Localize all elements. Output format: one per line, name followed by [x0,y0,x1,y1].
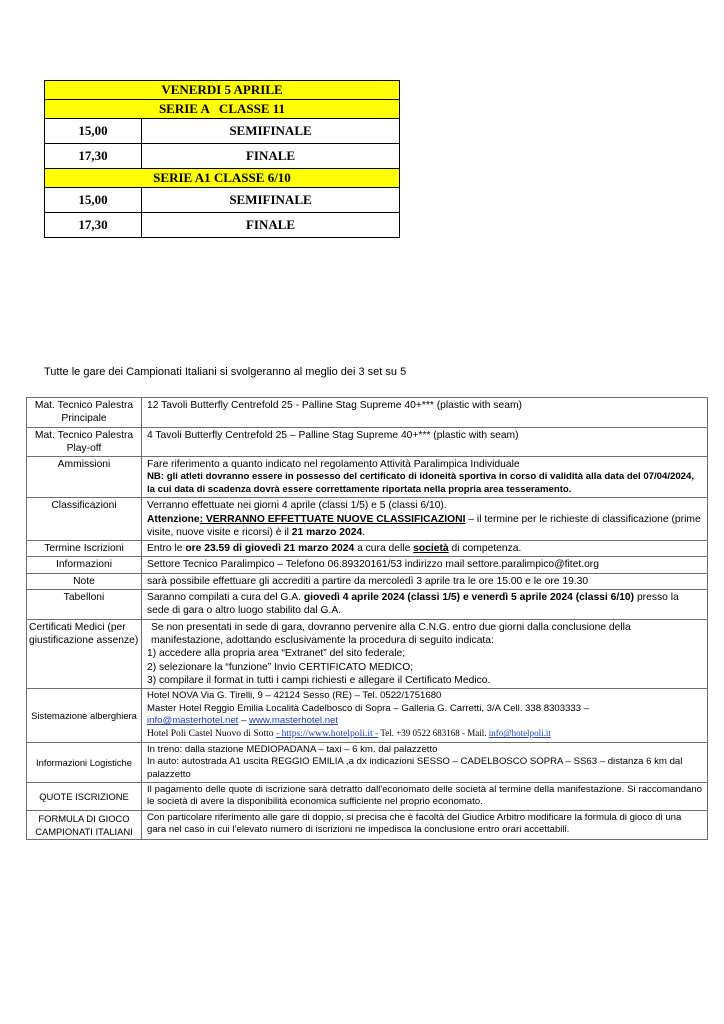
tabelloni-post: presso la sede di gara o altro luogo stabilito dal G.A. [147,592,679,617]
info-label: Mat. Tecnico Palestra Play-off [27,427,142,457]
hotel-master-site-link[interactable]: www.masterhotel.net [249,714,339,726]
info-label: Sistemazione alberghiera [27,689,142,743]
info-value: 4 Tavoli Butterfly Centrefold 25 – Palline Stag Supreme 40+*** (plastic with seam) [142,427,708,457]
termine-societa: società [413,543,449,555]
info-label: Classificazioni [27,498,142,541]
info-value: Con particolare riferimento alle gare di doppio, si precisa che è facoltà del Giudice Arbitro modificare la formula di gioco di una gara nel caso in cui l’elevato numero di iscrizioni ne impedisca la conclusione entro orari accettabili. [142,810,708,839]
info-row-certificati [27,619,708,688]
schedule-event: FINALE [142,213,400,238]
termine-mid: a cura delle [354,543,414,555]
logistics-train: In treno: dalla stazione MEDIOPADANA – taxi – 6 km. dal palazzetto [147,743,438,755]
info-row-alberghi [27,689,708,743]
tabelloni-pre: Saranno compilati a cura del G.A. [147,592,304,604]
schedule-day-header: VENERDI 5 APRILE [45,81,400,100]
termine-deadline: ore 23.59 di giovedì 21 marzo 2024 [185,543,355,555]
info-row-quote [27,783,708,811]
schedule-time: 15,00 [45,119,142,144]
certificati-step: 1) accedere alla propria area “Extranet” del sito federale; [147,648,406,660]
info-label: Tabelloni [27,590,142,620]
certificati-intro: Se non presentati in sede di gara, dovranno pervenire alla C.N.G. entro due giorni dalla conclusione della manifestazione, adottando esclusivamente la procedura di seguito indicata: [151,621,631,646]
attention-end: . [362,526,366,538]
info-value [142,619,708,688]
schedule-group-title: SERIE A CLASSE 11 [45,100,400,119]
schedule-row [45,119,400,144]
classificazioni-dates: Verranno effettuate nei giorni 4 aprile (classi 1/5) e 5 (classi 6/10). [147,500,447,512]
info-label: Informazioni Logistiche [27,742,142,782]
schedule-row [45,213,400,238]
schedule-time: 15,00 [45,188,142,213]
schedule-event: SEMIFINALE [142,188,400,213]
schedule-row [45,144,400,169]
info-label: Mat. Tecnico Palestra Principale [27,398,142,428]
info-label: Note [27,573,142,589]
hotel-poli-site-link[interactable]: - https://www.hotelpoli.it - [276,728,379,740]
schedule-time: 17,30 [45,144,142,169]
hotel-poli [147,727,702,740]
info-row-mat-principale [27,398,708,428]
hotel-master: Master Hotel Reggio Emilia Località Cadelbosco di Sopra – Galleria G. Carretti, 3/A Cell. 338 8303333 – [147,702,590,714]
info-table [26,397,708,840]
info-label: FORMULA DI GIOCO CAMPIONATI ITALIANI [27,810,142,839]
logistics-car: In auto: autostrada A1 uscita REGGIO EMILIA ,a dx indicazioni SESSO – CADELBOSCO SOPRA – SS63 – distanza 6 km dal palazzetto [147,756,683,780]
schedule-group-row [45,169,400,188]
info-label: Informazioni [27,557,142,573]
schedule-group-row [45,100,400,119]
hotel-master-links [147,715,702,727]
info-value: Settore Tecnico Paralimpico – Telefono 06.89320161/53 indirizzo mail settore.paralimpico@fitet.org [142,557,708,573]
schedule-table [44,80,400,238]
info-label: Termine Iscrizioni [27,541,142,557]
info-value [142,541,708,557]
info-value [142,742,708,782]
attention-prefix: Attenzione [147,513,200,525]
schedule-group-title: SERIE A1 CLASSE 6/10 [45,169,400,188]
hotel-master-email-link[interactable]: info@masterhotel.net [147,714,239,726]
info-row-note [27,573,708,589]
ammissioni-text: Fare riferimento a quanto indicato nel regolamento Attività Paralimpica Individuale [147,459,520,471]
info-row-formula [27,810,708,839]
info-value: Il pagamento delle quote di iscrizione sarà detratto dall'economato delle società al termine della manifestazione. Si raccomandano le società di avere la disponibilità economica sufficiente nel proprio economato. [142,783,708,811]
info-row-informazioni [27,557,708,573]
info-value: 12 Tavoli Butterfly Centrefold 25 - Palline Stag Supreme 40+*** (plastic with seam) [142,398,708,428]
classificazioni-attention [147,513,702,540]
info-value: sarà possibile effettuare gli accrediti a partire da mercoledì 3 aprile tra le ore 15.00 e le ore 19.30 [142,573,708,589]
ammissioni-nb: NB: gli atleti dovranno essere in possesso del certificato di idoneità sportiva in corso di validità alla data del 07/04/2024, la cui data di scadenza dovrà essere correttamente riportata nella propria area tesseramento. [147,471,695,495]
info-row-mat-playoff [27,427,708,457]
termine-pre: Entro le [147,543,186,555]
tabelloni-dates: giovedì 4 aprile 2024 (classi 1/5) e venerdì 5 aprile 2024 (classi 6/10) [303,592,635,604]
intro-text: Tutte le gare dei Campionati Italiani si svolgeranno al meglio dei 3 set su 5 [44,366,407,378]
hotel-nova: Hotel NOVA Via G. Tirelli, 9 – 42124 Sesso (RE) – Tel. 0522/1751680 [147,690,442,702]
attention-rest: – il termine per le richieste di classificazione (prime visite, nuove visite e ricorsi) è il [147,513,701,538]
info-value [142,498,708,541]
info-row-tabelloni [27,590,708,620]
schedule-day-row [45,81,400,100]
hotel-poli-email-link[interactable]: info@hotelpoli.it [488,728,551,739]
info-row-ammissioni [27,457,708,498]
info-value [142,689,708,743]
attention-main: : VERRANNO EFFETTUATE NUOVE CLASSIFICAZIONI [199,513,466,525]
info-value [142,457,708,498]
info-row-classificazioni [27,498,708,541]
info-label: Certificati Medici (per giustificazione assenze) [27,619,142,688]
certificati-step: 3) compilare il format in tutti i campi richiesti e allegare il Certificato Medico. [147,674,491,686]
termine-post: di competenza. [448,543,522,555]
info-value [142,590,708,620]
schedule-row [45,188,400,213]
info-label: QUOTE ISCRIZIONE [27,783,142,811]
info-row-logistiche [27,742,708,782]
certificati-step: 2) selezionare la “funzione” Invio CERTIFICATO MEDICO; [147,661,414,673]
info-row-termine [27,541,708,557]
schedule-time: 17,30 [45,213,142,238]
info-label: Ammissioni [27,457,142,498]
link-separator: – [238,714,250,726]
hotel-poli-tel: Tel. +39 0522 683168 - Mail. [378,728,489,739]
hotel-poli-name: Hotel Poli Castel Nuovo di Sotto [147,728,276,740]
schedule-event: FINALE [142,144,400,169]
classificazioni-deadline: 21 marzo 2024 [291,526,363,538]
schedule-event: SEMIFINALE [142,119,400,144]
